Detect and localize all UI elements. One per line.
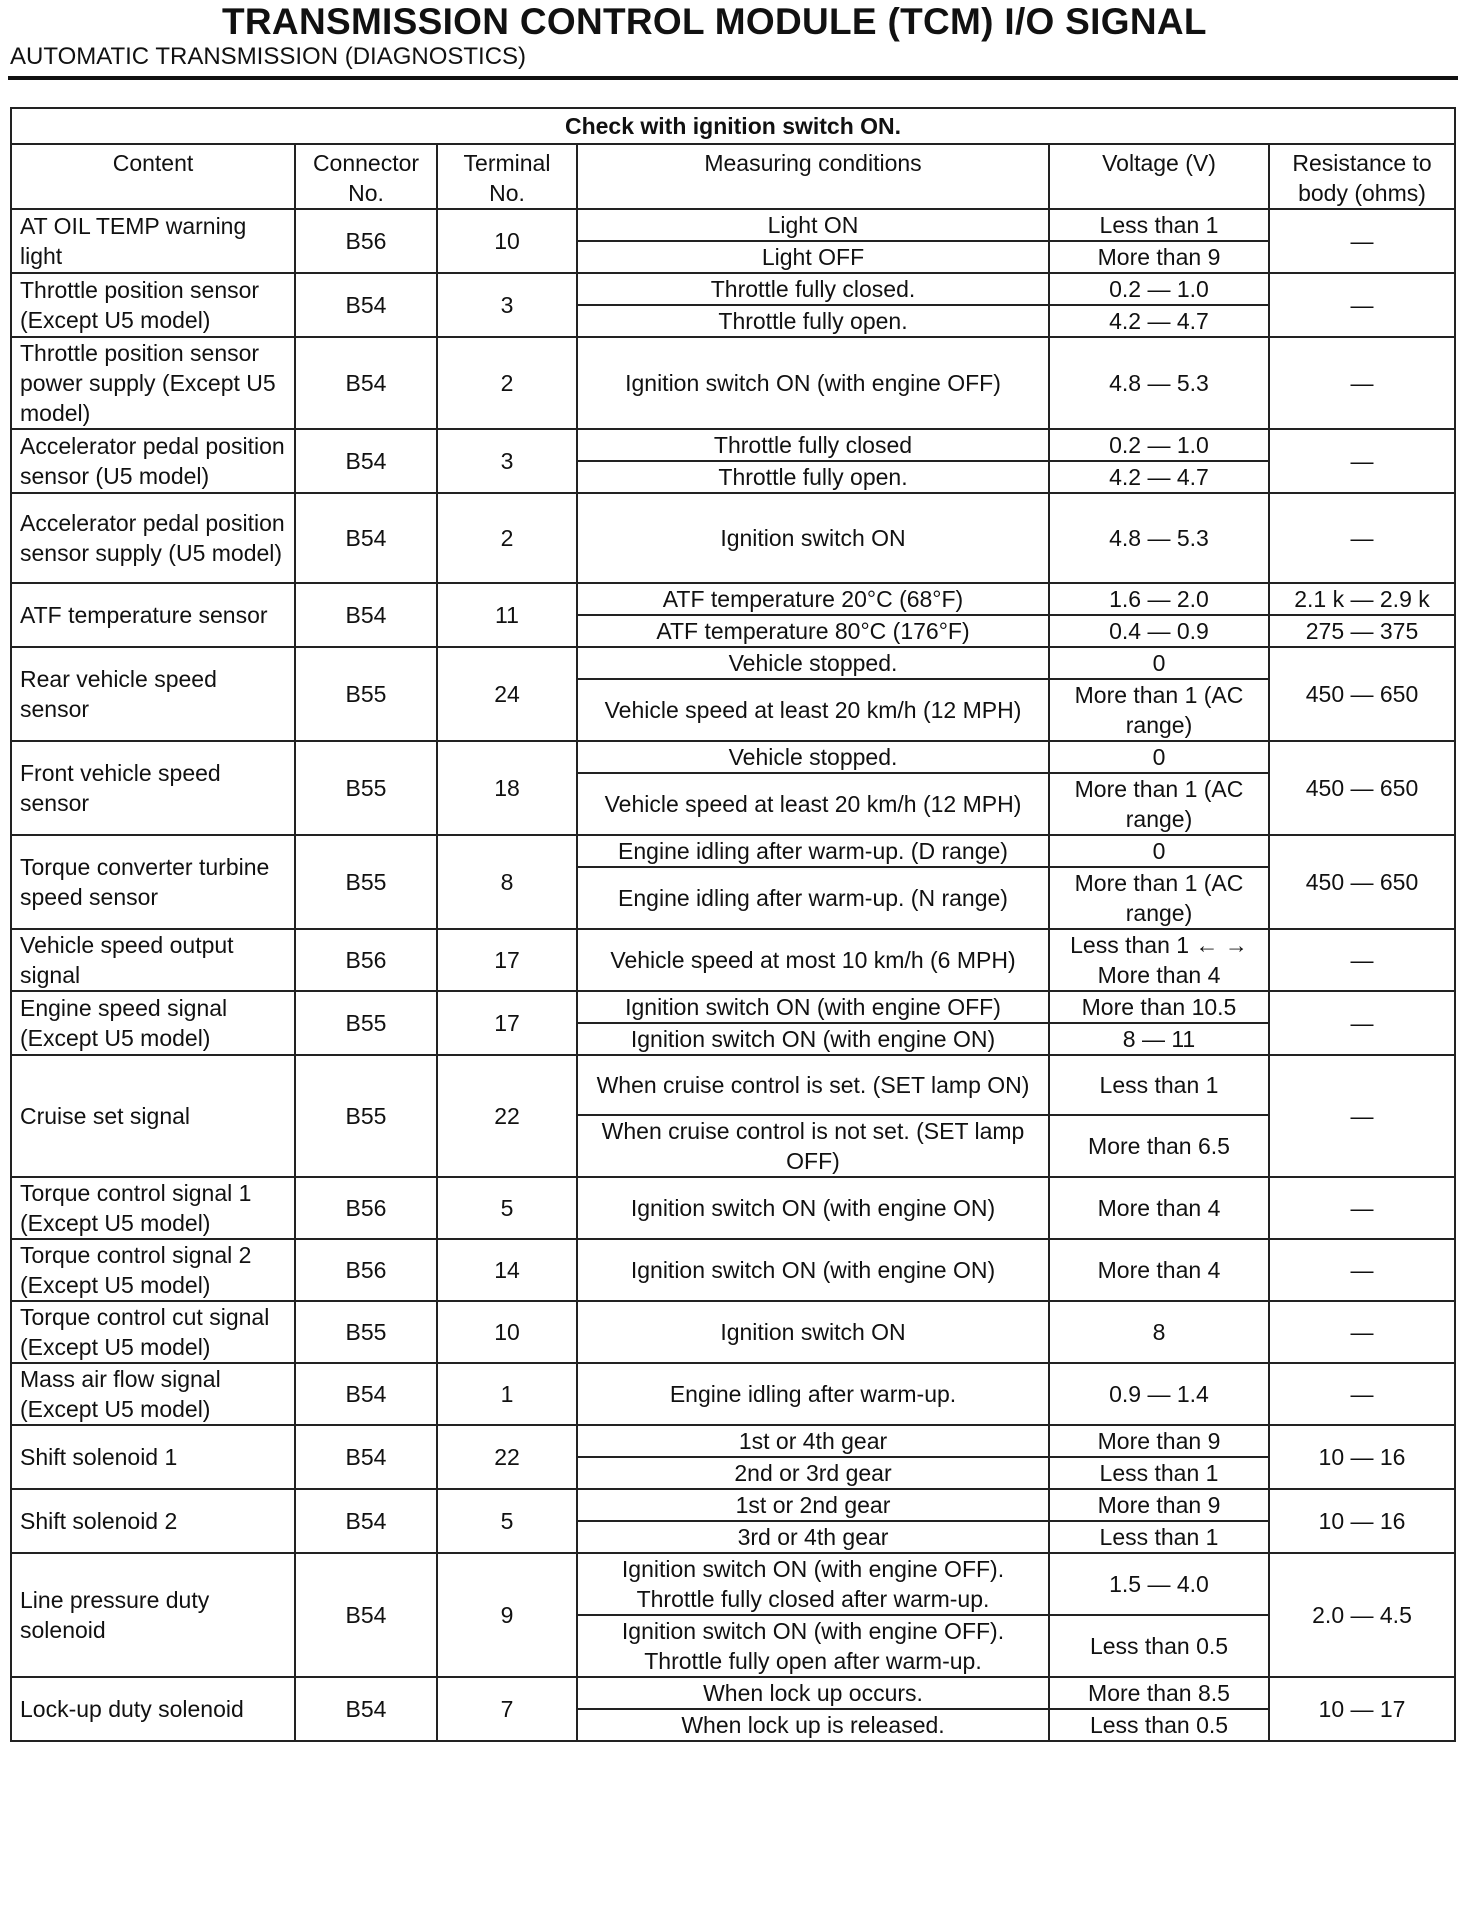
table-row — [11, 1055, 1455, 1115]
table-row — [11, 1177, 1455, 1239]
voltage-cell: Less than 1 ← → More than 4 — [1049, 929, 1269, 991]
table-row — [11, 991, 1455, 1023]
terminal-cell: 2 — [437, 493, 577, 583]
condition-cell: Vehicle stopped. — [577, 741, 1049, 773]
content-cell: Cruise set signal — [11, 1055, 295, 1177]
column-header-row — [11, 144, 1455, 209]
condition-cell: Vehicle speed at least 20 km/h (12 MPH) — [577, 773, 1049, 835]
resistance-cell: 2.0 — 4.5 — [1269, 1553, 1455, 1677]
connector-cell: B54 — [295, 1677, 437, 1741]
resistance-cell: — — [1269, 991, 1455, 1055]
resistance-cell: 275 — 375 — [1269, 615, 1455, 647]
connector-cell: B55 — [295, 647, 437, 741]
voltage-cell: More than 1 (AC range) — [1049, 773, 1269, 835]
terminal-cell: 2 — [437, 337, 577, 429]
table-row — [11, 1363, 1455, 1425]
voltage-cell: Less than 0.5 — [1049, 1709, 1269, 1741]
condition-cell: Engine idling after warm-up. (N range) — [577, 867, 1049, 929]
condition-cell: 3rd or 4th gear — [577, 1521, 1049, 1553]
resistance-cell: — — [1269, 1363, 1455, 1425]
condition-cell: Throttle fully closed — [577, 429, 1049, 461]
connector-cell: B54 — [295, 1363, 437, 1425]
condition-cell: 1st or 2nd gear — [577, 1489, 1049, 1521]
terminal-cell: 5 — [437, 1489, 577, 1553]
voltage-cell: More than 6.5 — [1049, 1115, 1269, 1177]
voltage-cell: 0 — [1049, 741, 1269, 773]
condition-cell: Throttle fully closed. — [577, 273, 1049, 305]
terminal-cell: 11 — [437, 583, 577, 647]
content-cell: Torque converter turbine speed sensor — [11, 835, 295, 929]
voltage-cell: 0.4 — 0.9 — [1049, 615, 1269, 647]
connector-cell: B55 — [295, 741, 437, 835]
connector-cell: B56 — [295, 929, 437, 991]
content-cell: Torque control signal 1 (Except U5 model) — [11, 1177, 295, 1239]
condition-cell: Ignition switch ON (with engine OFF). Throttle fully open after warm-up. — [577, 1615, 1049, 1677]
terminal-cell: 3 — [437, 273, 577, 337]
voltage-cell: 0.2 — 1.0 — [1049, 273, 1269, 305]
resistance-cell: — — [1269, 337, 1455, 429]
table-row — [11, 337, 1455, 429]
col-header-connector: Connector No. — [295, 144, 437, 209]
page-subtitle: AUTOMATIC TRANSMISSION (DIAGNOSTICS) — [10, 43, 527, 70]
condition-cell: When cruise control is not set. (SET lamp OFF) — [577, 1115, 1049, 1177]
col-header-terminal: Terminal No. — [437, 144, 577, 209]
terminal-cell: 3 — [437, 429, 577, 493]
table-row — [11, 1301, 1455, 1363]
resistance-cell: — — [1269, 1177, 1455, 1239]
table-row — [11, 429, 1455, 461]
voltage-cell: 0.9 — 1.4 — [1049, 1363, 1269, 1425]
voltage-cell: More than 9 — [1049, 1489, 1269, 1521]
condition-cell: 1st or 4th gear — [577, 1425, 1049, 1457]
condition-cell: ATF temperature 20°C (68°F) — [577, 583, 1049, 615]
table-row — [11, 1425, 1455, 1457]
resistance-cell: — — [1269, 429, 1455, 493]
voltage-cell: More than 10.5 — [1049, 991, 1269, 1023]
connector-cell: B54 — [295, 273, 437, 337]
table-row — [11, 647, 1455, 679]
header-rule — [8, 76, 1458, 80]
content-cell: Mass air flow signal (Except U5 model) — [11, 1363, 295, 1425]
terminal-cell: 22 — [437, 1425, 577, 1489]
table-row — [11, 929, 1455, 991]
terminal-cell: 14 — [437, 1239, 577, 1301]
content-cell: Torque control signal 2 (Except U5 model) — [11, 1239, 295, 1301]
resistance-cell: — — [1269, 209, 1455, 273]
content-cell: Torque control cut signal (Except U5 model) — [11, 1301, 295, 1363]
condition-cell: Ignition switch ON (with engine OFF) — [577, 991, 1049, 1023]
connector-cell: B55 — [295, 1301, 437, 1363]
voltage-cell: Less than 1 — [1049, 1521, 1269, 1553]
terminal-cell: 10 — [437, 209, 577, 273]
resistance-cell: 10 — 16 — [1269, 1489, 1455, 1553]
condition-cell: Vehicle stopped. — [577, 647, 1049, 679]
voltage-cell: 0 — [1049, 835, 1269, 867]
resistance-cell: 2.1 k — 2.9 k — [1269, 583, 1455, 615]
table-row — [11, 1239, 1455, 1301]
voltage-cell: Less than 1 — [1049, 1055, 1269, 1115]
table-row — [11, 1489, 1455, 1521]
voltage-cell: 0.2 — 1.0 — [1049, 429, 1269, 461]
condition-cell: Ignition switch ON — [577, 493, 1049, 583]
resistance-cell: — — [1269, 1239, 1455, 1301]
condition-cell: Ignition switch ON (with engine ON) — [577, 1023, 1049, 1055]
content-cell: Lock-up duty solenoid — [11, 1677, 295, 1741]
table-row — [11, 583, 1455, 615]
content-cell: Shift solenoid 1 — [11, 1425, 295, 1489]
condition-cell: Throttle fully open. — [577, 305, 1049, 337]
voltage-cell: 4.8 — 5.3 — [1049, 493, 1269, 583]
terminal-cell: 7 — [437, 1677, 577, 1741]
voltage-cell: More than 1 (AC range) — [1049, 867, 1269, 929]
col-header-voltage: Voltage (V) — [1049, 144, 1269, 209]
condition-cell: When cruise control is set. (SET lamp ON) — [577, 1055, 1049, 1115]
voltage-cell: 4.2 — 4.7 — [1049, 305, 1269, 337]
connector-cell: B56 — [295, 1239, 437, 1301]
table-row — [11, 835, 1455, 867]
voltage-cell: Less than 1 — [1049, 1457, 1269, 1489]
content-cell: Vehicle speed output signal — [11, 929, 295, 991]
connector-cell: B54 — [295, 1425, 437, 1489]
voltage-cell: More than 4 — [1049, 1239, 1269, 1301]
terminal-cell: 17 — [437, 929, 577, 991]
voltage-cell: More than 9 — [1049, 241, 1269, 273]
table-row — [11, 209, 1455, 241]
page-title: TRANSMISSION CONTROL MODULE (TCM) I/O SIGNAL — [222, 1, 1207, 42]
condition-cell: Light ON — [577, 209, 1049, 241]
resistance-cell: — — [1269, 1055, 1455, 1177]
condition-cell: ATF temperature 80°C (176°F) — [577, 615, 1049, 647]
connector-cell: B55 — [295, 991, 437, 1055]
table-row — [11, 1677, 1455, 1709]
content-cell: Line pressure duty solenoid — [11, 1553, 295, 1677]
terminal-cell: 9 — [437, 1553, 577, 1677]
resistance-cell: 10 — 16 — [1269, 1425, 1455, 1489]
connector-cell: B54 — [295, 583, 437, 647]
voltage-cell: 8 — [1049, 1301, 1269, 1363]
connector-cell: B54 — [295, 1553, 437, 1677]
resistance-cell: — — [1269, 1301, 1455, 1363]
tcm-io-signal-table — [10, 107, 1456, 1742]
table-body — [11, 209, 1455, 1741]
connector-cell: B54 — [295, 429, 437, 493]
condition-cell: Vehicle speed at least 20 km/h (12 MPH) — [577, 679, 1049, 741]
condition-cell: Ignition switch ON (with engine OFF) — [577, 337, 1049, 429]
connector-cell: B56 — [295, 209, 437, 273]
content-cell: Accelerator pedal position sensor (U5 model) — [11, 429, 295, 493]
terminal-cell: 24 — [437, 647, 577, 741]
check-note-row — [11, 108, 1455, 144]
resistance-cell: 450 — 650 — [1269, 835, 1455, 929]
content-cell: Shift solenoid 2 — [11, 1489, 295, 1553]
content-cell: ATF temperature sensor — [11, 583, 295, 647]
content-cell: Rear vehicle speed sensor — [11, 647, 295, 741]
resistance-cell: — — [1269, 273, 1455, 337]
voltage-cell: 8 — 11 — [1049, 1023, 1269, 1055]
condition-cell: Ignition switch ON (with engine ON) — [577, 1239, 1049, 1301]
resistance-cell: — — [1269, 493, 1455, 583]
condition-cell: Vehicle speed at most 10 km/h (6 MPH) — [577, 929, 1049, 991]
voltage-cell: 4.8 — 5.3 — [1049, 337, 1269, 429]
voltage-cell: More than 4 — [1049, 1177, 1269, 1239]
content-cell: Throttle position sensor (Except U5 model) — [11, 273, 295, 337]
condition-cell: Throttle fully open. — [577, 461, 1049, 493]
condition-cell: Engine idling after warm-up. (D range) — [577, 835, 1049, 867]
table-row — [11, 1553, 1455, 1615]
content-cell: Accelerator pedal position sensor supply (U5 model) — [11, 493, 295, 583]
voltage-cell: 0 — [1049, 647, 1269, 679]
voltage-cell: 4.2 — 4.7 — [1049, 461, 1269, 493]
table-row — [11, 741, 1455, 773]
col-header-resistance: Resistance to body (ohms) — [1269, 144, 1455, 209]
terminal-cell: 5 — [437, 1177, 577, 1239]
connector-cell: B56 — [295, 1177, 437, 1239]
voltage-cell: Less than 0.5 — [1049, 1615, 1269, 1677]
condition-cell: 2nd or 3rd gear — [577, 1457, 1049, 1489]
connector-cell: B55 — [295, 1055, 437, 1177]
voltage-cell: 1.5 — 4.0 — [1049, 1553, 1269, 1615]
content-cell: AT OIL TEMP warning light — [11, 209, 295, 273]
connector-cell: B55 — [295, 835, 437, 929]
table-row — [11, 493, 1455, 583]
terminal-cell: 10 — [437, 1301, 577, 1363]
condition-cell: Ignition switch ON — [577, 1301, 1049, 1363]
content-cell: Throttle position sensor power supply (Except U5 model) — [11, 337, 295, 429]
resistance-cell: — — [1269, 929, 1455, 991]
voltage-cell: 1.6 — 2.0 — [1049, 583, 1269, 615]
col-header-conditions: Measuring conditions — [577, 144, 1049, 209]
condition-cell: Light OFF — [577, 241, 1049, 273]
resistance-cell: 450 — 650 — [1269, 741, 1455, 835]
connector-cell: B54 — [295, 493, 437, 583]
condition-cell: Ignition switch ON (with engine ON) — [577, 1177, 1049, 1239]
col-header-content: Content — [11, 144, 295, 209]
terminal-cell: 18 — [437, 741, 577, 835]
condition-cell: When lock up is released. — [577, 1709, 1049, 1741]
connector-cell: B54 — [295, 1489, 437, 1553]
resistance-cell: 10 — 17 — [1269, 1677, 1455, 1741]
condition-cell: Ignition switch ON (with engine OFF). Throttle fully closed after warm-up. — [577, 1553, 1049, 1615]
voltage-cell: More than 1 (AC range) — [1049, 679, 1269, 741]
condition-cell: Engine idling after warm-up. — [577, 1363, 1049, 1425]
terminal-cell: 8 — [437, 835, 577, 929]
connector-cell: B54 — [295, 337, 437, 429]
check-note: Check with ignition switch ON. — [11, 108, 1455, 144]
voltage-cell: Less than 1 — [1049, 209, 1269, 241]
voltage-cell: More than 8.5 — [1049, 1677, 1269, 1709]
terminal-cell: 22 — [437, 1055, 577, 1177]
condition-cell: When lock up occurs. — [577, 1677, 1049, 1709]
content-cell: Engine speed signal (Except U5 model) — [11, 991, 295, 1055]
terminal-cell: 1 — [437, 1363, 577, 1425]
table-row — [11, 273, 1455, 305]
content-cell: Front vehicle speed sensor — [11, 741, 295, 835]
resistance-cell: 450 — 650 — [1269, 647, 1455, 741]
terminal-cell: 17 — [437, 991, 577, 1055]
voltage-cell: More than 9 — [1049, 1425, 1269, 1457]
